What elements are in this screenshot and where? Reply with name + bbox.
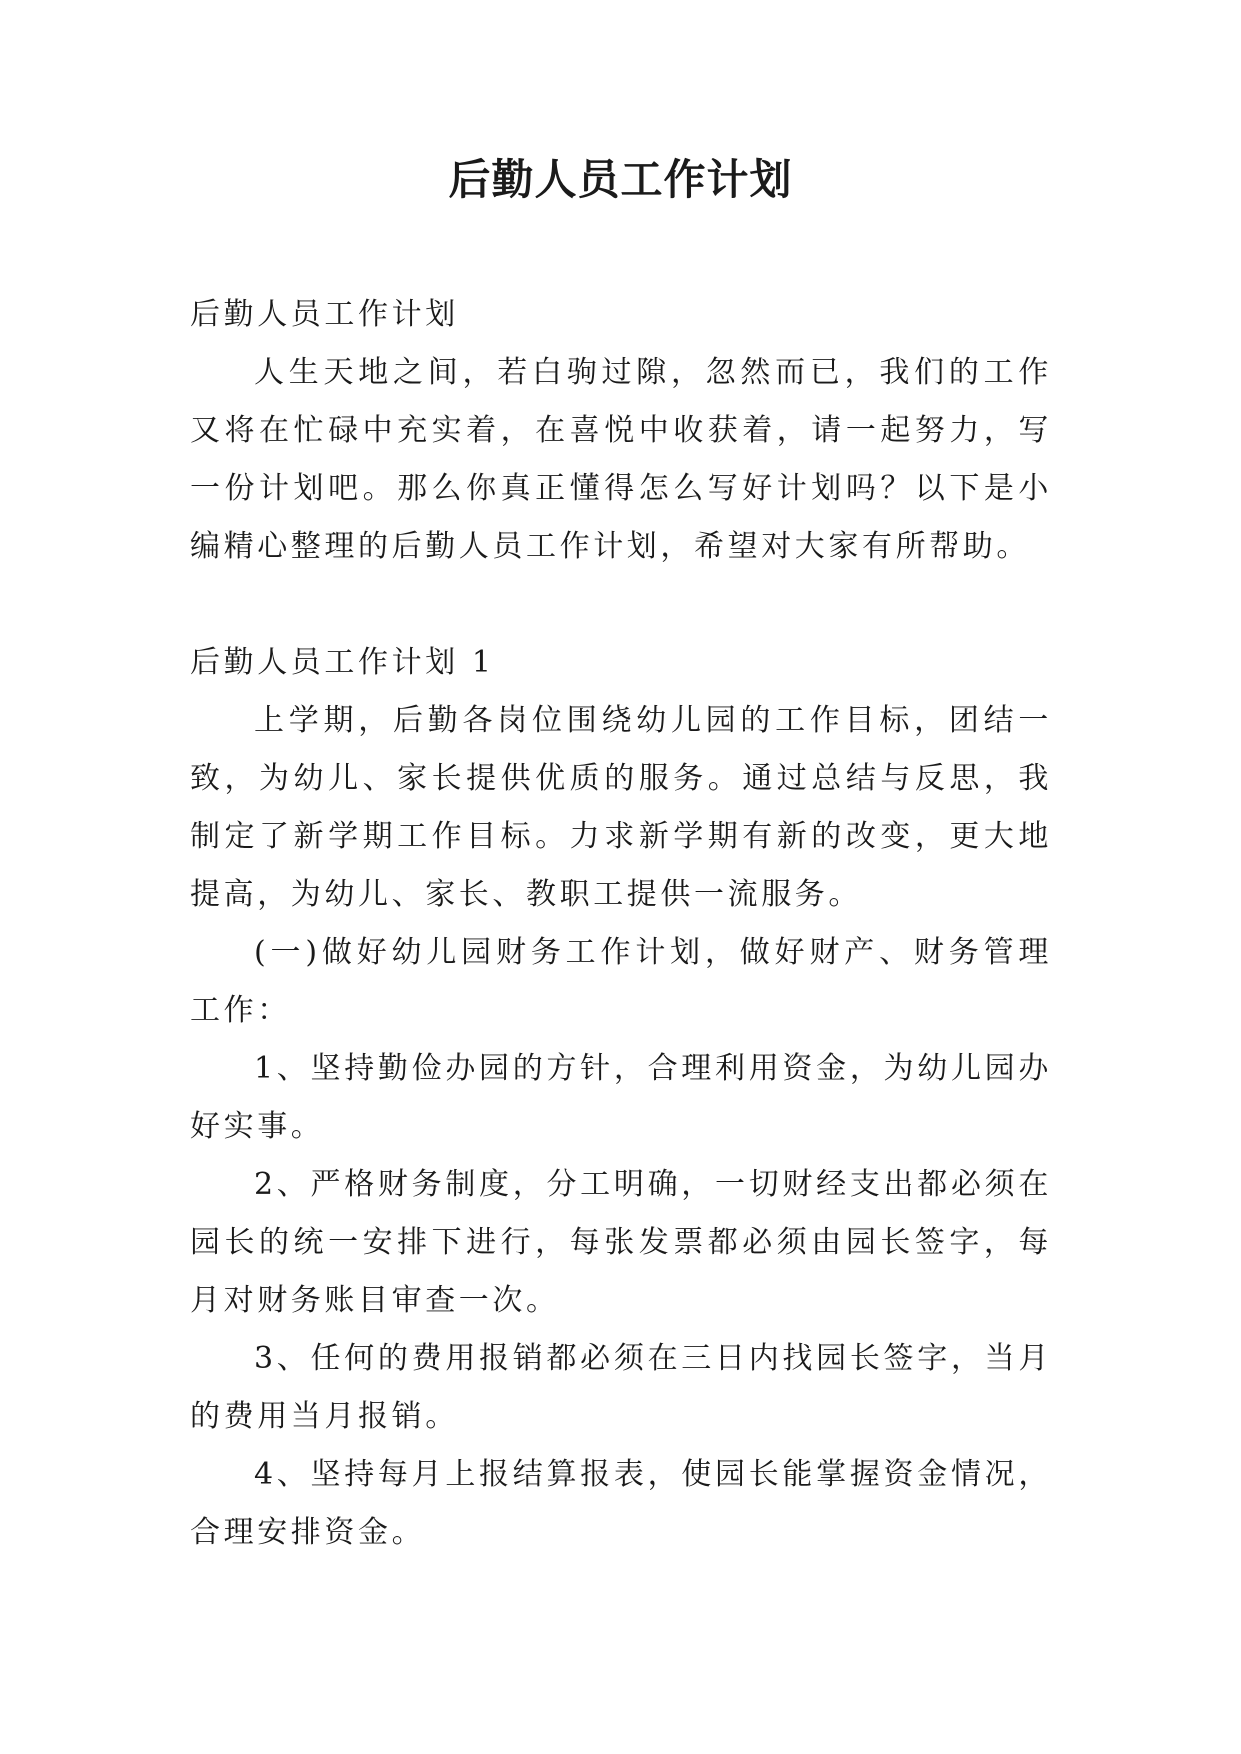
- list-item: 4、坚持每月上报结算报表，使园长能掌握资金情况，合理安排资金。: [190, 1457, 1052, 1550]
- list-item: 2、严格财务制度，分工明确，一切财经支出都必须在园长的统一安排下进行，每张发票都必须由园长签字，每月对财务账目审查一次。: [190, 1167, 1052, 1318]
- section-heading: 后勤人员工作计划 1: [190, 645, 495, 680]
- section-spacer: [190, 576, 1052, 634]
- section-paragraph: 上学期，后勤各岗位围绕幼儿园的工作目标，团结一致，为幼儿、家长提供优质的服务。通过总结与反思，我制定了新学期工作目标。力求新学期有新的改变，更大地提高，为幼儿、家长、教职工提供一流服务。: [190, 703, 1052, 912]
- intro-paragraph: 人生天地之间，若白驹过隙，忽然而已，我们的工作又将在忙碌中充实着，在喜悦中收获着，请一起努力，写一份计划吧。那么你真正懂得怎么写好计划吗？以下是小编精心整理的后勤人员工作计划，希望对大家有所帮助。: [190, 355, 1052, 564]
- document-body: [190, 286, 1052, 1562]
- list-item: 3、任何的费用报销都必须在三日内找园长签字，当月的费用当月报销。: [190, 1341, 1052, 1434]
- section-subheading: (一)做好幼儿园财务工作计划，做好财产、财务管理工作：: [190, 935, 1052, 1028]
- document-subtitle: 后勤人员工作计划: [190, 297, 459, 332]
- page-title: 后勤人员工作计划: [448, 155, 793, 204]
- list-item: 1、坚持勤俭办园的方针，合理利用资金，为幼儿园办好实事。: [190, 1051, 1052, 1144]
